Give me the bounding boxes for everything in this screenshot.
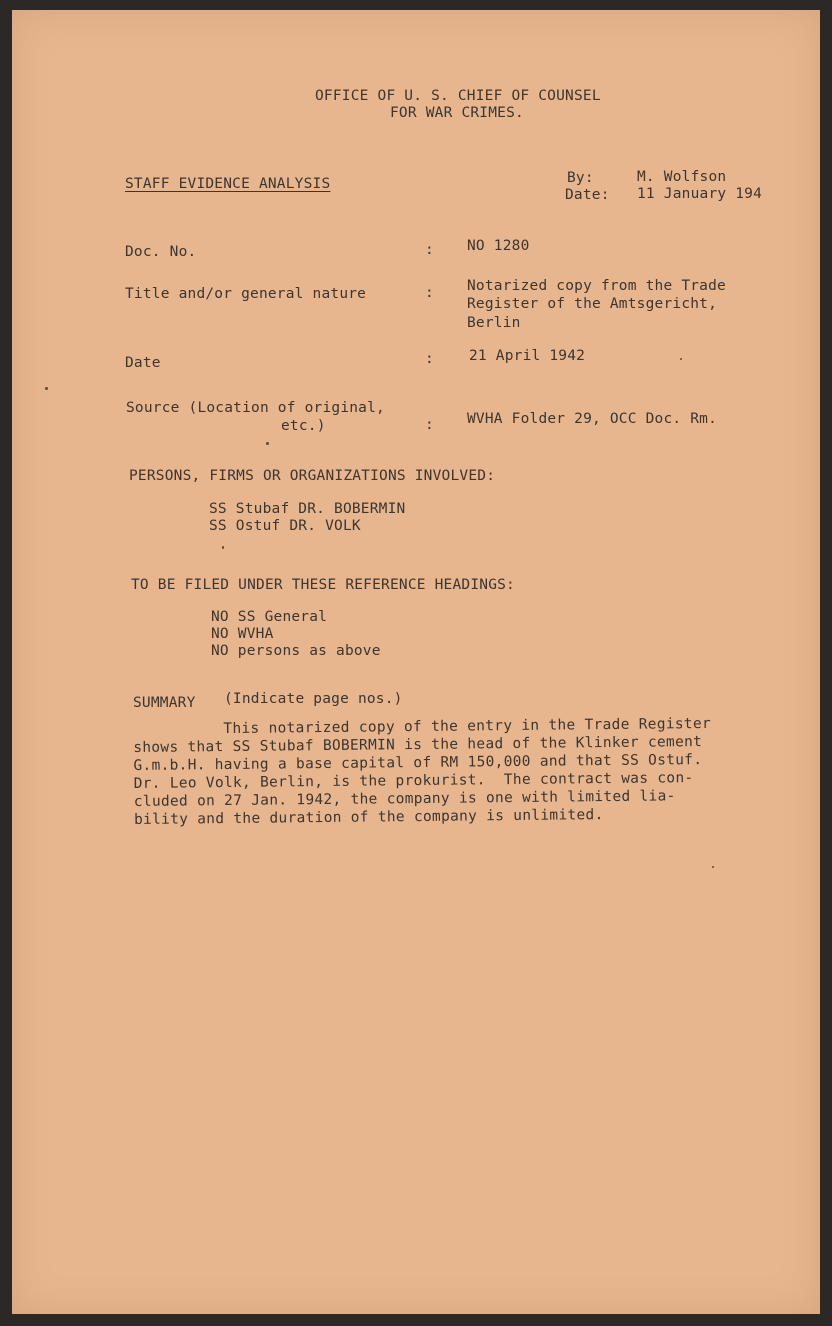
doc-no-value: NO 1280 <box>467 238 530 254</box>
date-label: Date <box>125 355 161 371</box>
doc-no-label: Doc. No. <box>125 244 197 260</box>
title-label: Title and/or general nature <box>125 286 367 302</box>
summary-paragraph <box>133 715 712 829</box>
title-value-1: Notarized copy from the Trade <box>467 278 726 294</box>
reference-item: NO WVHA <box>211 626 274 642</box>
source-value: WVHA Folder 29, OCC Doc. Rm. <box>467 411 718 427</box>
paper-speck <box>680 358 682 360</box>
document-title: STAFF EVIDENCE ANALYSIS <box>125 176 331 192</box>
title-value-2: Register of the Amtsgericht, <box>467 296 718 312</box>
colon-source: : <box>425 417 434 433</box>
summary-line: bility and the duration of the company is unlimited. <box>133 807 604 828</box>
paper-speck <box>45 387 48 390</box>
date-value-header: 11 January 194 <box>637 186 763 202</box>
reference-item: NO persons as above <box>211 643 381 659</box>
date-value: 21 April 1942 <box>469 348 586 364</box>
summary-label: SUMMARY <box>133 695 196 711</box>
date-label-header: Date: <box>565 187 610 203</box>
paper-speck <box>222 546 224 549</box>
colon-title: : <box>425 285 434 301</box>
reference-heading: TO BE FILED UNDER THESE REFERENCE HEADINGS: <box>131 577 515 593</box>
person-item: SS Stubaf DR. BOBERMIN <box>209 501 406 517</box>
summary-line: Dr. Leo Volk, Berlin, is the prokurist. The contract was con- <box>133 770 694 792</box>
summary-line: G.m.b.H. having a base capital of RM 150,000 and that SS Ostuf. <box>133 752 703 774</box>
persons-heading: PERSONS, FIRMS OR ORGANIZATIONS INVOLVED: <box>129 468 496 484</box>
office-line-1: OFFICE OF U. S. CHIEF OF COUNSEL <box>315 88 601 104</box>
document-page <box>12 10 820 1314</box>
paper-speck <box>266 442 269 445</box>
summary-line: cluded on 27 Jan. 1942, the company is one with limited lia- <box>133 788 676 810</box>
office-line-2: FOR WAR CRIMES. <box>390 105 524 121</box>
title-value-3: Berlin <box>467 315 521 331</box>
summary-line: This notarized copy of the entry in the Trade Register <box>133 715 712 738</box>
person-item: SS Ostuf DR. VOLK <box>209 518 361 534</box>
paper-speck <box>712 866 714 868</box>
source-label-1: Source (Location of original, <box>126 400 385 416</box>
colon-date: : <box>425 351 434 367</box>
colon-doc-no: : <box>425 242 434 258</box>
by-value: M. Wolfson <box>637 169 727 185</box>
summary-line: shows that SS Stubaf BOBERMIN is the head of the Klinker cement <box>133 734 703 756</box>
summary-note: (Indicate page nos.) <box>224 691 403 707</box>
reference-item: NO SS General <box>211 609 328 625</box>
by-label: By: <box>567 170 594 186</box>
source-label-2: etc.) <box>281 418 326 434</box>
